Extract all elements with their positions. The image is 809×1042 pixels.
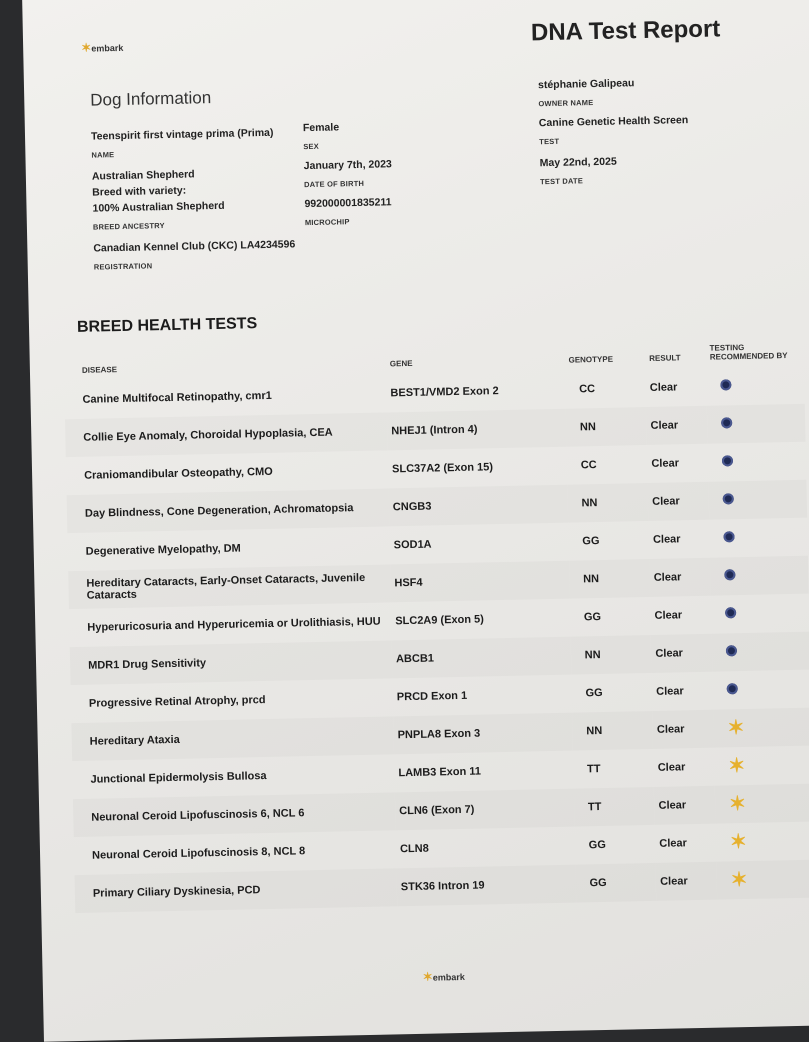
footer-logo-text: embark [432,971,465,983]
gene-cell: SLC37A2 (Exon 15) [391,461,494,476]
col-genotype: GENOTYPE [568,354,614,365]
disease-cell: Hereditary Cataracts, Early-Onset Cataracts, Juvenile Cataracts [68,564,391,609]
disease-cell: Hyperuricosuria and Hyperuricemia or Urolithiasis, HUU [87,615,381,634]
genotype-cell: NN [569,559,650,599]
embark-star-icon: ✶ [81,40,92,55]
recommended-cell [708,480,807,520]
recommended-cell [708,442,807,482]
recommended-cell [713,708,809,748]
recommended-cell [710,556,809,596]
result-cell: Clear [646,406,707,445]
genotype-cell: TT [586,763,601,776]
breed-club-badge-icon [727,683,738,694]
disease-cell: Neuronal Ceroid Lipofuscinosis 8, NCL 8 [91,845,306,862]
gene-cell: STK36 Intron 19 [396,865,575,907]
genotype-cell: GG [583,611,602,624]
result-cell: Clear [651,457,680,470]
recommended-cell [707,404,806,444]
disease-cell: Canine Multifocal Retinopathy, cmr1 [82,389,272,406]
gene-cell: PRCD Exon 1 [396,689,468,704]
embark-logo [81,40,123,55]
gene-cell: ABCB1 [392,637,571,679]
test-name: Canine Genetic Health Screen TEST [538,114,689,147]
genotype-cell: GG [588,838,606,852]
gene-cell: BEST1/VMD2 Exon 2 [390,385,499,400]
genotype-cell: NN [567,483,648,523]
gene-cell: LAMB3 Exon 11 [398,765,482,780]
dog-information-title: Dog Information [90,88,212,110]
gene-cell: CLN8 [399,842,429,856]
recommended-cell [714,746,809,786]
breed-club-badge-icon [723,493,734,504]
test-date: May 22nd, 2025 TEST DATE [539,155,617,187]
disease-cell: Day Blindness, Cone Degeneration, Achromatopsia [67,488,390,533]
result-cell: Clear [653,710,714,749]
logo-text: embark [91,42,124,54]
gene-cell: CNGB3 [388,485,567,527]
embark-star-icon: ✶ [727,716,745,739]
result-cell: Clear [648,482,709,521]
result-cell: Clear [649,381,678,394]
result-cell: Clear [656,862,717,901]
disease-cell: MDR1 Drug Sensitivity [70,640,393,685]
genotype-cell: NN [566,407,647,447]
recommended-cell [711,594,809,634]
disease-cell: Neuronal Ceroid Lipofuscinosis 6, NCL 6 [73,792,396,837]
report-title: DNA Test Report [530,15,721,47]
breed-ancestry: Australian Shepherd Breed with variety: 100% Australian Shepherd BREED ANCESTRY [91,168,225,232]
gene-cell: CLN6 (Exon 7) [395,789,574,831]
result-cell: Clear [657,761,686,774]
result-cell: Clear [649,558,710,597]
genotype-cell: CC [579,383,596,396]
recommended-cell [712,670,809,710]
microchip: 992000001835211 MICROCHIP [304,196,392,228]
col-disease: DISEASE [81,365,118,375]
embark-star-icon: ✶ [729,830,747,853]
gene-cell: NHEJ1 (Intron 4) [387,409,566,451]
breed-club-badge-icon [726,645,737,656]
genotype-cell: GG [585,686,603,700]
col-gene: GENE [389,358,413,369]
genotype-cell: GG [582,535,600,548]
disease-cell: Craniomandibular Osteopathy, CMO [84,465,273,482]
breed-club-badge-icon [723,531,734,542]
genotype-cell: GG [575,863,656,903]
embark-star-icon: ✶ [728,792,747,815]
result-cell: Clear [656,685,684,698]
recommended-cell [712,632,809,672]
footer-embark-logo [423,969,465,984]
recommended-cell [706,366,805,406]
embark-star-icon: ✶ [728,754,746,777]
breed-club-badge-icon [721,417,732,428]
disease-cell: Primary Ciliary Dyskinesia, PCD [75,868,398,913]
date-of-birth: January 7th, 2023 DATE OF BIRTH [303,158,392,190]
breed-health-table [64,336,809,913]
breed-club-badge-icon [724,569,735,580]
result-cell: Clear [652,533,681,546]
breed-club-badge-icon [722,455,733,466]
gene-cell: SLC2A9 (Exon 5) [395,613,485,628]
recommended-cell [715,784,809,824]
disease-cell: Progressive Retinal Atrophy, prcd [88,694,266,710]
disease-cell: Junctional Epidermolysis Bullosa [90,770,267,786]
gene-cell: PNPLA8 Exon 3 [393,713,572,755]
breed-club-badge-icon [725,607,736,618]
result-cell: Clear [651,634,712,673]
disease-cell: Hereditary Ataxia [71,716,394,761]
report-page [22,0,809,1042]
genotype-cell: TT [574,787,655,827]
gene-cell: HSF4 [390,561,569,603]
col-result: RESULT [649,353,681,363]
disease-cell: Degenerative Myelopathy, DM [85,542,241,558]
result-cell: Clear [654,786,715,825]
gene-cell: SOD1A [393,538,432,552]
embark-star-icon: ✶ [422,969,433,984]
disease-cell: Collie Eye Anomaly, Choroidal Hypoplasia, CEA [65,412,388,457]
embark-star-icon: ✶ [730,868,748,891]
result-cell: Clear [654,609,683,622]
breed-health-title: BREED HEALTH TESTS [76,315,258,336]
dog-name: Teenspirit first vintage prima (Prima) NAME [90,126,274,160]
recommended-cell [709,518,808,558]
registration: Canadian Kennel Club (CKC) LA4234596 REGISTRATION [93,238,296,272]
col-recommended: TESTING RECOMMENDED BY [709,342,788,362]
owner-name: stéphanie Galipeau OWNER NAME [537,77,635,109]
genotype-cell: CC [580,459,597,472]
breed-club-badge-icon [720,379,731,390]
recommended-cell [716,860,809,900]
result-cell: Clear [659,837,688,850]
genotype-cell: NN [572,711,653,751]
dog-sex: Female SEX [302,121,340,152]
genotype-cell: NN [570,635,651,675]
recommended-cell [716,822,809,862]
